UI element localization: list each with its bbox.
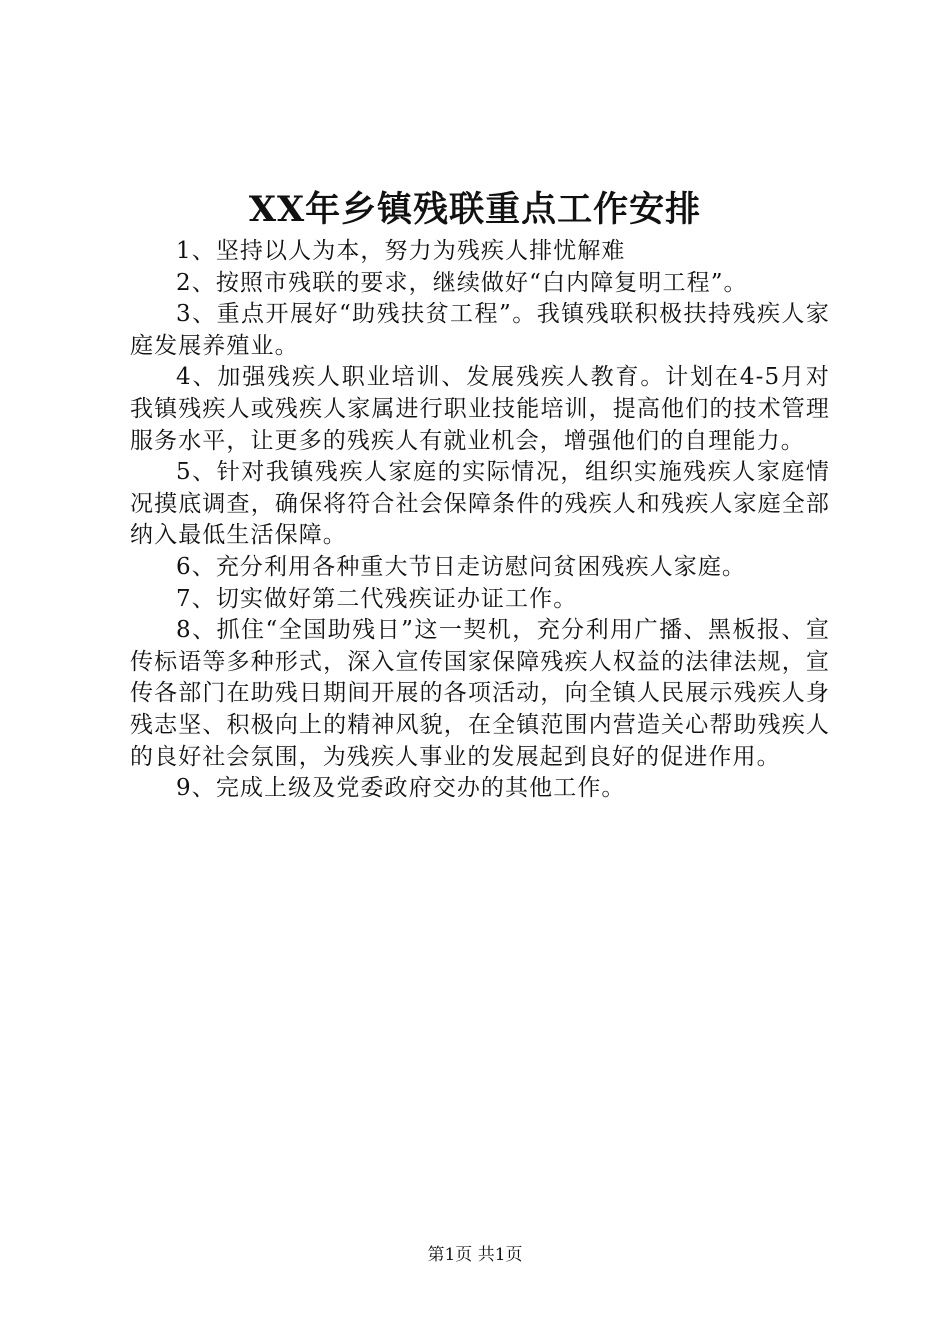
- paragraph-7: 7、切实做好第二代残疾证办证工作。: [176, 585, 578, 612]
- document-body: [130, 236, 830, 805]
- document-title: XX年乡镇残联重点工作安排: [248, 189, 702, 230]
- paragraph-8: 8、抓住“全国助残日”这一契机，充分利用广播、黑板报、宣传标语等多种形式，深入宣传国家保障残疾人权益的法律法规，宣传各部门在助残日期间开展的各项活动，向全镇人民展示残疾人身残志坚、积极向上的精神风貌，在全镇范围内营造关心帮助残疾人的良好社会氛围，为残疾人事业的发展起到良好的促进作用。: [130, 617, 830, 770]
- paragraph-5: 5、针对我镇残疾人家庭的实际情况，组织实施残疾人家庭情况摸底调查，确保将符合社会保障条件的残疾人和残疾人家庭全部纳入最低生活保障。: [130, 459, 830, 549]
- paragraph-6: 6、充分利用各种重大节日走访慰问贫困残疾人家庭。: [176, 553, 747, 580]
- paragraph-9: 9、完成上级及党委政府交办的其他工作。: [176, 775, 626, 802]
- paragraph-2: 2、按照市残联的要求，继续做好“白内障复明工程”。: [176, 269, 748, 296]
- paragraph-1: 1、坚持以人为本，努力为残疾人排忧解难: [176, 238, 626, 264]
- paragraph-4: 4、加强残疾人职业培训、发展残疾人教育。计划在4-5月对我镇残疾人或残疾人家属进行职业技能培训，提高他们的技术管理服务水平，让更多的残疾人有就业机会，增强他们的自理能力。: [130, 364, 830, 454]
- paragraph-3: 3、重点开展好“助残扶贫工程”。我镇残联积极扶持残疾人家庭发展养殖业。: [130, 301, 830, 359]
- page-footer: 第1页 共1页: [427, 1245, 523, 1265]
